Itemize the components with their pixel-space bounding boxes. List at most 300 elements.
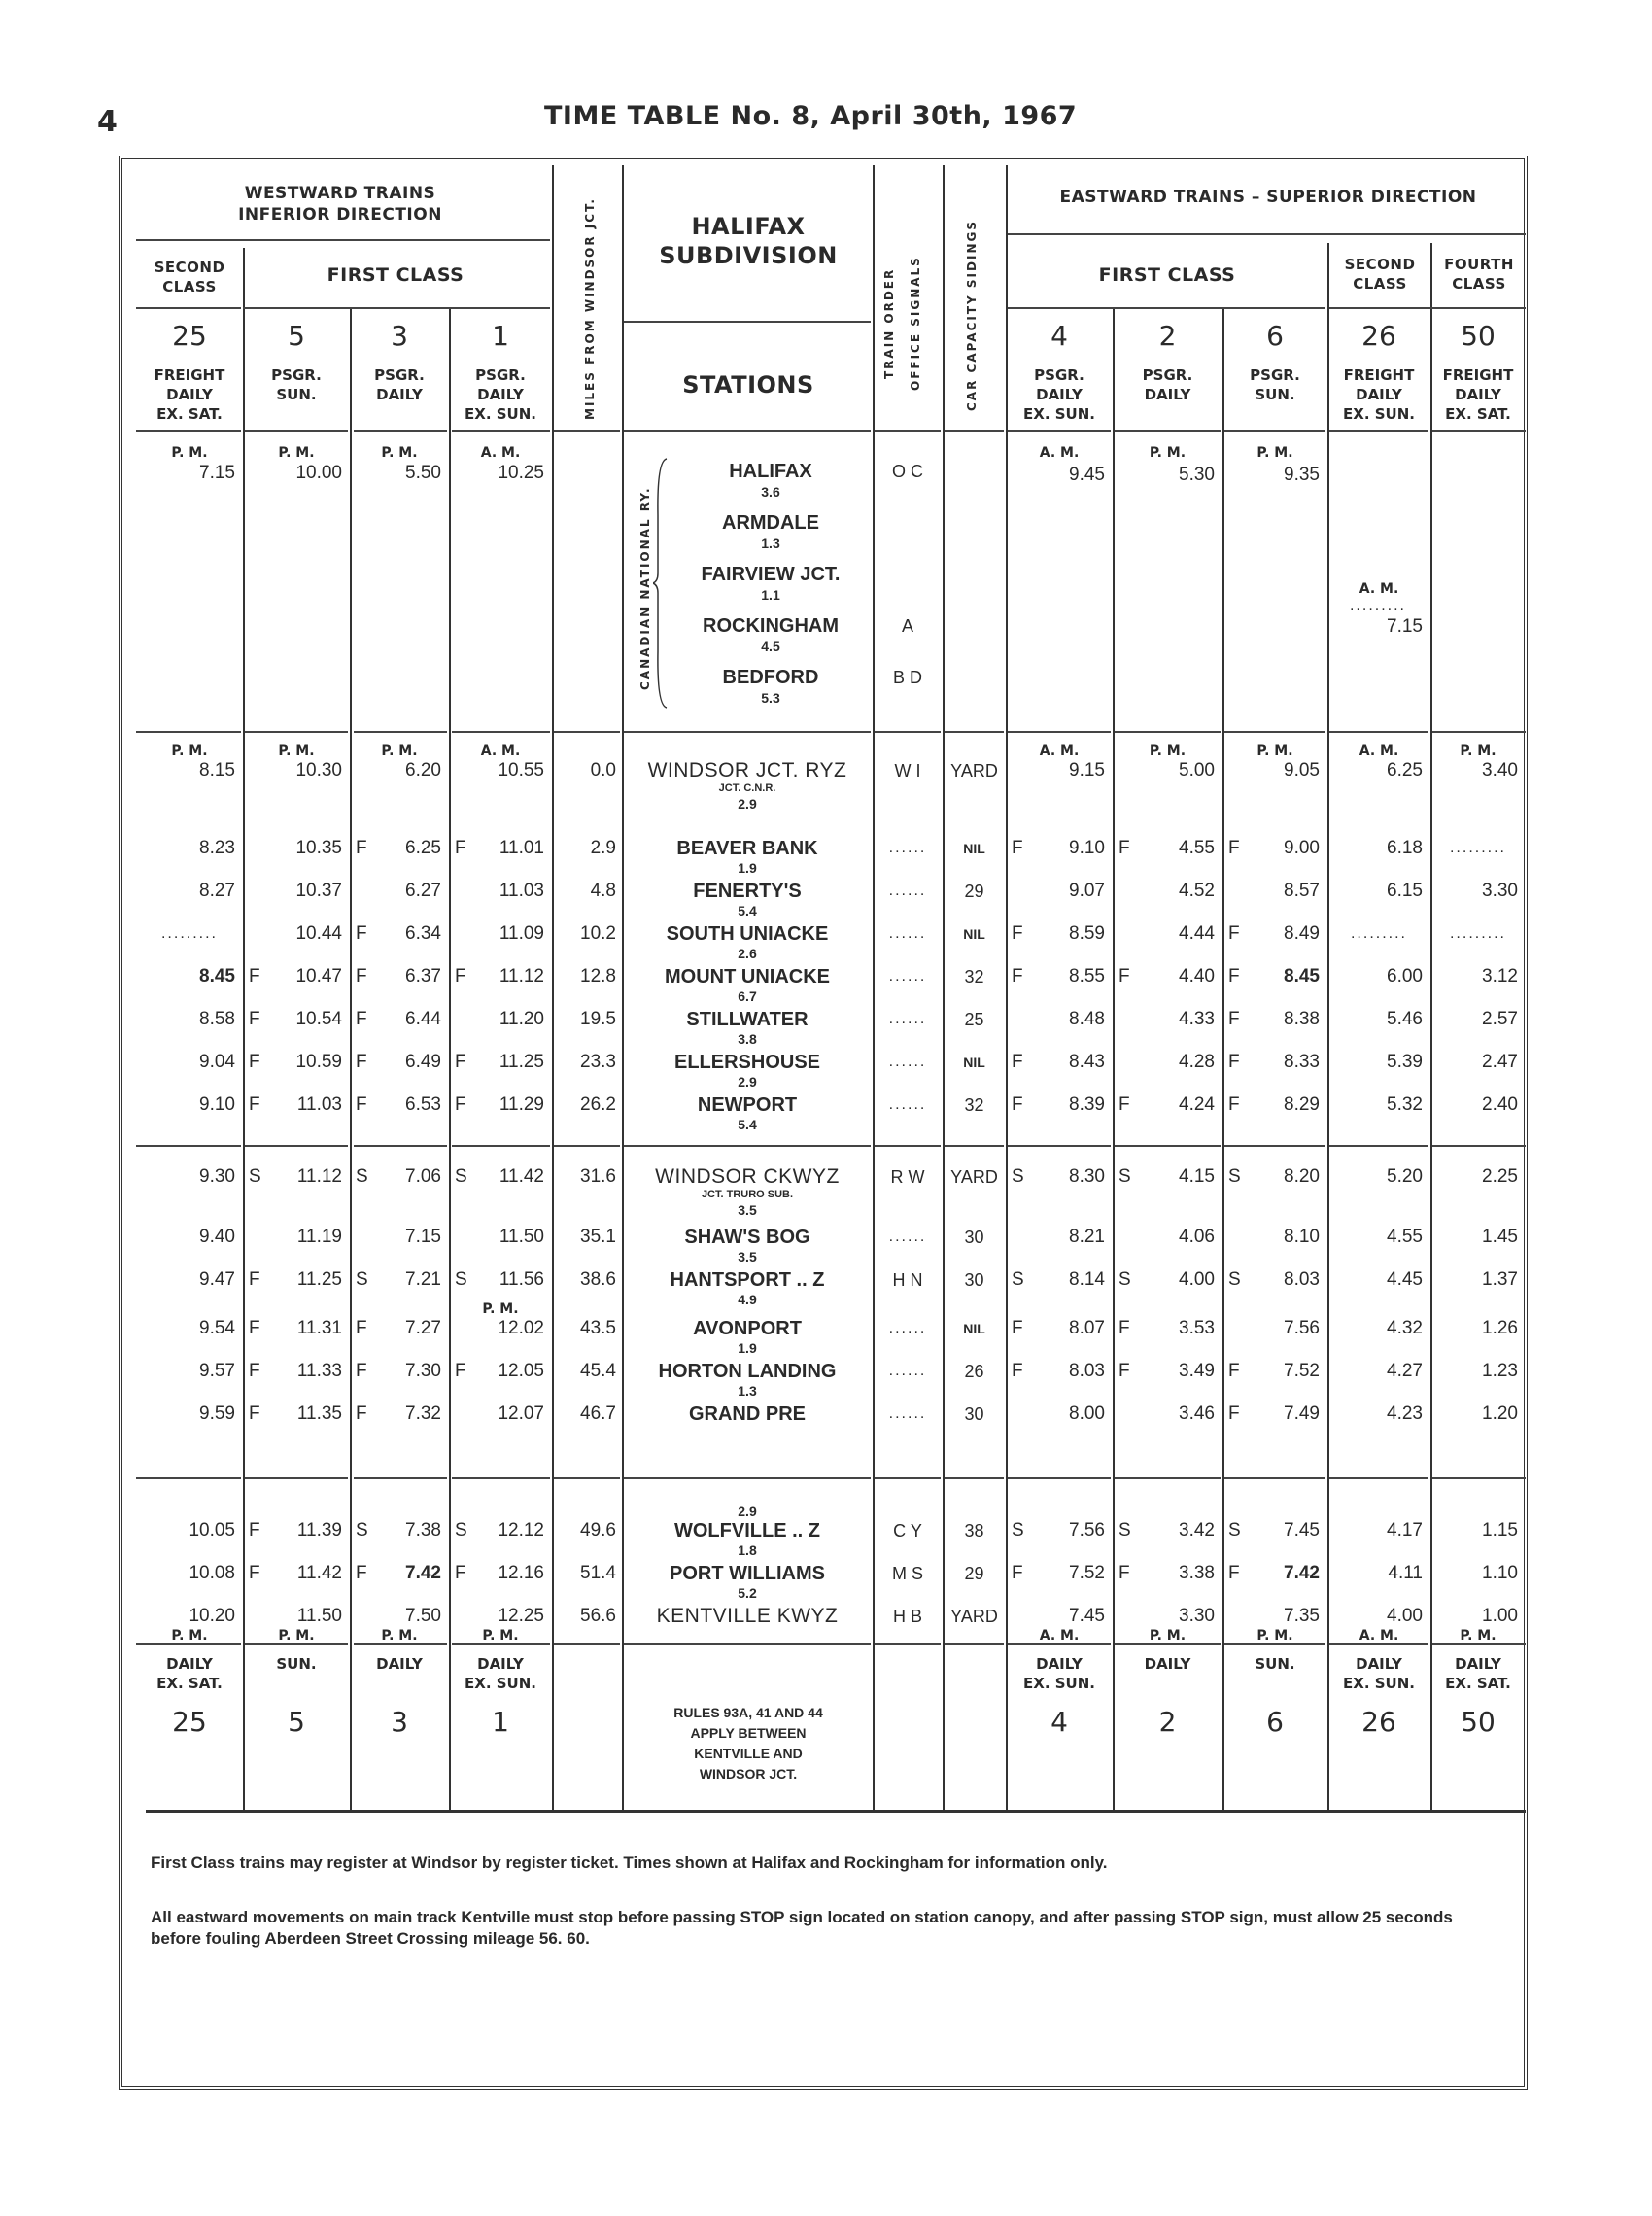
row-divider — [452, 430, 550, 432]
westward-flag-flag-stop: F — [455, 1052, 466, 1072]
row-divider — [945, 1145, 1004, 1147]
westward-train-number: 3 — [391, 320, 408, 352]
eastward-time: 7.56 — [1069, 1520, 1105, 1541]
westward-time: 11.29 — [499, 1094, 544, 1115]
eastward-time: 2.25 — [1482, 1166, 1518, 1187]
row-divider — [245, 430, 348, 432]
eastward-flag-flag-stop: F — [1228, 1361, 1240, 1381]
eastward-time: 8.20 — [1284, 1166, 1320, 1187]
eastward-train-number: 2 — [1158, 320, 1177, 352]
eastward-time: 4.17 — [1387, 1520, 1423, 1541]
westward-time: 9.10 — [199, 1094, 235, 1115]
westward-train-bottom-desc: DAILY — [376, 1655, 423, 1673]
train-order-signal: ...... — [888, 968, 927, 985]
eastward-flag-flag-stop: F — [1012, 966, 1023, 987]
eastward-time: 9.45 — [1069, 465, 1105, 485]
eastward-flag-flag-stop: F — [1119, 1318, 1130, 1338]
eastward-train-desc: PSGR. SUN. — [1250, 366, 1300, 403]
station-distance: 5.3 — [761, 690, 780, 706]
station-name: FENERTY'S — [693, 881, 802, 902]
subdivision-line1: HALIFAX — [691, 213, 806, 240]
row-divider — [1224, 731, 1325, 733]
station-distance: 3.5 — [738, 1249, 757, 1264]
eastward-time: 2.47 — [1482, 1052, 1518, 1072]
westward-flag-flag-stop: F — [356, 1403, 367, 1424]
station-name: STILLWATER — [686, 1009, 809, 1030]
car-capacity: 30 — [964, 1228, 984, 1247]
westward-flag-regular-stop: S — [356, 1166, 368, 1187]
eastward-flag-flag-stop: F — [1119, 838, 1130, 858]
eastward-time: 4.55 — [1179, 838, 1215, 858]
westward-time: 9.04 — [199, 1052, 235, 1072]
station-junction-note: JCT. C.N.R. — [718, 782, 776, 794]
westward-time: 12.16 — [498, 1563, 544, 1583]
eastward-time: 7.15 — [1387, 616, 1423, 637]
row-divider — [136, 1145, 241, 1147]
row-divider — [875, 1643, 941, 1645]
car-capacity: NIL — [963, 1055, 985, 1070]
westward-time: 11.03 — [296, 1094, 342, 1115]
train-order-signal: R W — [890, 1167, 925, 1187]
row-divider — [136, 239, 550, 241]
row-divider — [1224, 430, 1325, 432]
westward-flag-regular-stop: S — [356, 1269, 368, 1290]
eastward-time: 7.52 — [1284, 1361, 1320, 1381]
train-order-signal: H N — [892, 1270, 923, 1290]
row-divider — [1008, 430, 1111, 432]
station-distance: 2.6 — [738, 946, 757, 961]
westward-time: 9.57 — [199, 1361, 235, 1381]
row-divider — [245, 731, 348, 733]
car-capacity: YARD — [950, 1167, 998, 1187]
westward-ampm: P. M. — [482, 1301, 519, 1317]
westward-flag-flag-stop: F — [356, 1361, 367, 1381]
eastward-time: 4.00 — [1387, 1606, 1423, 1626]
station-name: HALIFAX — [729, 461, 812, 482]
row-divider — [136, 430, 241, 432]
westward-flag-regular-stop: S — [455, 1166, 467, 1187]
eastward-time: 7.49 — [1284, 1403, 1320, 1424]
westward-time: 8.58 — [199, 1009, 235, 1029]
eastward-time: 7.42 — [1284, 1563, 1320, 1583]
westward-ampm: A. M. — [480, 445, 521, 461]
station-name: BEAVER BANK — [676, 838, 818, 859]
eastward-flag-flag-stop: F — [1228, 966, 1240, 987]
westward-flag-flag-stop: F — [249, 1094, 260, 1115]
eastward-time: 3.49 — [1179, 1361, 1215, 1381]
westward-ampm: P. M. — [482, 1628, 519, 1644]
row-divider — [245, 1145, 348, 1147]
westward-time: 9.40 — [199, 1227, 235, 1247]
eastward-train-bottom-desc: DAILY EX. SUN. — [1343, 1655, 1415, 1692]
station-name: SOUTH UNIACKE — [666, 923, 829, 945]
westward-flag-flag-stop: F — [356, 838, 367, 858]
westward-ampm: P. M. — [171, 744, 208, 759]
eastward-time: 1.15 — [1482, 1520, 1518, 1541]
eastward-time: 1.26 — [1482, 1318, 1518, 1338]
rules-note — [624, 1703, 873, 1784]
westward-time: 7.15 — [199, 463, 235, 483]
train-order-signal: ...... — [888, 1320, 927, 1336]
miles-value: 35.1 — [580, 1227, 616, 1247]
train-order-signal: ...... — [888, 1011, 927, 1027]
footnote-2: All eastward movements on main track Kentville must stop before passing STOP sign located on station canopy, and after passing STOP sign, must allow 25 seconds before fouling Aberdeen Street Crossing mileage 56. 60. — [151, 1908, 1453, 1948]
eastward-time: 4.23 — [1387, 1403, 1423, 1424]
row-divider — [1432, 731, 1526, 733]
row-divider — [452, 1145, 550, 1147]
eastward-flag-flag-stop: F — [1012, 1094, 1023, 1115]
station-name: KENTVILLE KWYZ — [656, 1605, 839, 1627]
station-distance: 6.7 — [738, 988, 757, 1004]
westward-flag-flag-stop: F — [356, 923, 367, 944]
row-divider — [1224, 1477, 1325, 1479]
westward-time: 9.47 — [199, 1269, 235, 1290]
eastward-flag-flag-stop: F — [1119, 966, 1130, 987]
eastward-time: 8.57 — [1284, 881, 1320, 901]
row-divider — [1008, 307, 1325, 309]
station-name: HANTSPORT .. Z — [670, 1269, 825, 1291]
eastward-no-stop: ......... — [1350, 925, 1407, 942]
station-distance: 1.8 — [738, 1542, 757, 1558]
westward-time: 7.50 — [405, 1606, 441, 1626]
eastward-time: 9.00 — [1284, 838, 1320, 858]
eastward-time: 8.21 — [1069, 1227, 1105, 1247]
car-capacity: YARD — [950, 1607, 998, 1626]
eastward-flag-flag-stop: F — [1228, 1094, 1240, 1115]
westward-flag-flag-stop: F — [356, 1052, 367, 1072]
eastward-time: 8.59 — [1069, 923, 1105, 944]
miles-value: 23.3 — [580, 1052, 616, 1072]
eastward-second-class: SECOND CLASS — [1344, 256, 1416, 293]
train-order-signal: ...... — [888, 1096, 927, 1113]
subdivision-title — [624, 212, 873, 270]
eastward-time: 4.33 — [1179, 1009, 1215, 1029]
eastward-no-stop: ......... — [1449, 925, 1506, 942]
station-distance: 3.5 — [738, 1202, 757, 1218]
train-order-signal: ...... — [888, 883, 927, 899]
eastward-train-bottom-desc: DAILY EX. SAT. — [1445, 1655, 1511, 1692]
eastward-time: 7.56 — [1284, 1318, 1320, 1338]
westward-time: 6.44 — [405, 1009, 441, 1029]
footnote-1: First Class trains may register at Windsor by register ticket. Times shown at Halifax and Rockingham for information only. — [151, 1853, 1108, 1872]
eastward-ampm: P. M. — [1256, 445, 1293, 461]
miles-value: 0.0 — [590, 760, 616, 780]
westward-time: 6.20 — [405, 760, 441, 780]
row-divider — [875, 1145, 941, 1147]
westward-flag-flag-stop: F — [249, 1563, 260, 1583]
row-divider — [354, 1145, 447, 1147]
eastward-time: 4.28 — [1179, 1052, 1215, 1072]
eastward-time: 7.52 — [1069, 1563, 1105, 1583]
miles-value: 51.4 — [580, 1563, 616, 1583]
eastward-time: 6.18 — [1387, 838, 1423, 858]
eastward-flag-flag-stop: F — [1012, 1318, 1023, 1338]
westward-ampm: A. M. — [480, 744, 521, 759]
eastward-time: 8.03 — [1069, 1361, 1105, 1381]
row-divider — [875, 430, 941, 432]
miles-header: MILES FROM WINDSOR JCT. — [583, 197, 597, 420]
westward-time: 9.59 — [199, 1403, 235, 1424]
eastward-time: 8.03 — [1284, 1269, 1320, 1290]
westward-time: 12.02 — [498, 1318, 544, 1338]
row-divider — [243, 307, 550, 309]
row-divider — [1329, 1145, 1428, 1147]
eastward-time: 8.00 — [1069, 1403, 1105, 1424]
westward-flag-regular-stop: S — [455, 1269, 467, 1290]
row-divider — [1115, 731, 1221, 733]
station-name: GRAND PRE — [688, 1403, 806, 1425]
eastward-time: 1.00 — [1482, 1606, 1518, 1626]
train-order-signal: M S — [891, 1564, 923, 1583]
eastward-train-number: 26 — [1361, 320, 1396, 352]
westward-time: 6.37 — [405, 966, 441, 987]
eastward-flag-flag-stop: F — [1228, 923, 1240, 944]
eastward-time: 5.46 — [1387, 1009, 1423, 1029]
row-divider — [624, 1145, 871, 1147]
westward-time: 12.07 — [498, 1403, 544, 1424]
westward-time: 10.55 — [498, 760, 544, 780]
eastward-time: 8.55 — [1069, 966, 1105, 987]
eastward-time: 4.27 — [1387, 1361, 1423, 1381]
eastward-time: 4.52 — [1179, 881, 1215, 901]
subdivision-line2: SUBDIVISION — [659, 242, 838, 269]
westward-time: 10.05 — [189, 1520, 235, 1541]
station-name: ROCKINGHAM — [703, 615, 839, 637]
eastward-ampm: P. M. — [1256, 744, 1293, 759]
row-divider — [1329, 731, 1428, 733]
westward-time: 11.50 — [499, 1227, 544, 1247]
eastward-time: 2.57 — [1482, 1009, 1518, 1029]
station-junction-note: JCT. TRURO SUB. — [701, 1189, 794, 1200]
westward-flag-flag-stop: F — [249, 1052, 260, 1072]
eastward-time: 8.39 — [1069, 1094, 1105, 1115]
westward-ampm: P. M. — [278, 445, 315, 461]
train-order-header-2: OFFICE SIGNALS — [909, 256, 922, 391]
eastward-flag-flag-stop: F — [1012, 1052, 1023, 1072]
eastward-time: 1.23 — [1482, 1361, 1518, 1381]
eastward-time: 9.10 — [1069, 838, 1105, 858]
eastward-train-bottom-number: 26 — [1361, 1706, 1396, 1738]
westward-first-class: FIRST CLASS — [327, 264, 465, 286]
westward-time: 11.31 — [296, 1318, 342, 1338]
westward-time: 10.25 — [498, 463, 544, 483]
eastward-flag-flag-stop: F — [1012, 1563, 1023, 1583]
westward-ampm: P. M. — [278, 1628, 315, 1644]
westward-time: 8.23 — [199, 838, 235, 858]
train-order-signal: ...... — [888, 1229, 927, 1245]
eastward-time: 5.32 — [1387, 1094, 1423, 1115]
eastward-time: 3.30 — [1179, 1606, 1215, 1626]
eastward-time: 3.46 — [1179, 1403, 1215, 1424]
eastward-time: 8.30 — [1069, 1166, 1105, 1187]
westward-heading-line2: INFERIOR DIRECTION — [238, 205, 442, 225]
westward-flag-flag-stop: F — [356, 1094, 367, 1115]
stations-label: STATIONS — [682, 371, 814, 398]
westward-flag-flag-stop: F — [455, 966, 466, 987]
eastward-time: 5.39 — [1387, 1052, 1423, 1072]
westward-time: 10.44 — [295, 923, 342, 944]
westward-ampm: P. M. — [278, 744, 315, 759]
station-name: PORT WILLIAMS — [670, 1563, 825, 1584]
westward-time: 11.33 — [296, 1361, 342, 1381]
westward-flag-regular-stop: S — [249, 1166, 261, 1187]
station-distance: 1.9 — [738, 1340, 757, 1356]
westward-flag-flag-stop: F — [455, 1563, 466, 1583]
westward-flag-flag-stop: F — [455, 1094, 466, 1115]
westward-train-desc: PSGR. DAILY — [374, 366, 425, 403]
row-divider — [354, 731, 447, 733]
westward-flag-flag-stop: F — [249, 966, 260, 987]
westward-time: 11.09 — [499, 923, 544, 944]
eastward-train-bottom-number: 4 — [1050, 1706, 1068, 1738]
station-distance: 1.3 — [761, 536, 780, 551]
westward-time: 11.19 — [296, 1227, 342, 1247]
eastward-train-desc: FREIGHT DAILY EX. SUN. — [1343, 366, 1415, 423]
eastward-time: 1.10 — [1482, 1563, 1518, 1583]
train-order-signal: B D — [892, 668, 922, 687]
row-divider — [1008, 1145, 1111, 1147]
car-capacity: NIL — [963, 841, 985, 856]
car-capacity: 32 — [964, 967, 984, 987]
eastward-flag-flag-stop: F — [1228, 1403, 1240, 1424]
eastward-train-bottom-desc: SUN. — [1255, 1655, 1295, 1673]
westward-train-number: 1 — [492, 320, 509, 352]
station-name: ARMDALE — [722, 512, 819, 534]
eastward-time: 1.20 — [1482, 1403, 1518, 1424]
station-name: BEDFORD — [722, 667, 819, 688]
westward-time: 9.54 — [199, 1318, 235, 1338]
westward-train-desc: PSGR. SUN. — [271, 366, 322, 403]
car-capacity: 26 — [964, 1362, 984, 1381]
eastward-time: 3.38 — [1179, 1563, 1215, 1583]
miles-value: 43.5 — [580, 1318, 616, 1338]
westward-train-bottom-desc: SUN. — [276, 1655, 317, 1673]
eastward-ampm: A. M. — [1039, 744, 1080, 759]
westward-time: 11.25 — [499, 1052, 544, 1072]
eastward-ampm: A. M. — [1359, 1628, 1399, 1644]
westward-flag-flag-stop: F — [356, 966, 367, 987]
station-distance: 3.8 — [738, 1031, 757, 1047]
westward-train-desc: FREIGHT DAILY EX. SAT. — [154, 366, 225, 423]
westward-time: 7.30 — [405, 1361, 441, 1381]
eastward-train-number: 6 — [1266, 320, 1284, 352]
westward-time: 10.54 — [295, 1009, 342, 1029]
eastward-ampm: A. M. — [1359, 744, 1399, 759]
westward-ampm: P. M. — [171, 1628, 208, 1644]
eastward-time: 8.43 — [1069, 1052, 1105, 1072]
westward-time: 11.42 — [296, 1563, 342, 1583]
eastward-time: 4.40 — [1179, 966, 1215, 987]
row-divider — [554, 1643, 620, 1645]
row-divider — [945, 1477, 1004, 1479]
eastward-flag-regular-stop: S — [1228, 1269, 1241, 1290]
eastward-heading: EASTWARD TRAINS – SUPERIOR DIRECTION — [1059, 188, 1477, 207]
station-distance: 4.9 — [738, 1292, 757, 1307]
cnr-label: CANADIAN NATIONAL RY. — [638, 486, 652, 690]
car-capacity: NIL — [963, 926, 985, 942]
eastward-ampm: P. M. — [1149, 1628, 1187, 1644]
miles-value: 38.6 — [580, 1269, 616, 1290]
westward-time: 11.42 — [499, 1166, 544, 1187]
row-divider — [624, 321, 871, 323]
miles-value: 12.8 — [580, 966, 616, 987]
westward-train-bottom-number: 3 — [391, 1706, 408, 1738]
westward-train-bottom-desc: DAILY EX. SAT. — [156, 1655, 223, 1692]
eastward-time: 4.45 — [1387, 1269, 1423, 1290]
station-name: AVONPORT — [693, 1318, 802, 1339]
westward-time: 6.34 — [405, 923, 441, 944]
eastward-train-number: 4 — [1050, 320, 1068, 352]
eastward-flag-flag-stop: F — [1228, 1563, 1240, 1583]
row-divider — [1008, 1477, 1111, 1479]
row-divider — [554, 731, 620, 733]
westward-time: 11.12 — [499, 966, 544, 987]
row-divider — [136, 1477, 241, 1479]
eastward-ampm: P. M. — [1256, 1628, 1293, 1644]
eastward-time: 4.24 — [1179, 1094, 1215, 1115]
westward-train-bottom-number: 25 — [172, 1706, 207, 1738]
row-divider — [945, 1643, 1004, 1645]
cnr-brace-icon — [653, 457, 669, 710]
station-name: SHAW'S BOG — [684, 1227, 810, 1248]
westward-flag-flag-stop: F — [249, 1520, 260, 1541]
station-name: HORTON LANDING — [658, 1361, 837, 1382]
eastward-flag-flag-stop: F — [1228, 1052, 1240, 1072]
eastward-ampm: A. M. — [1359, 581, 1399, 597]
westward-time: 11.39 — [296, 1520, 342, 1541]
westward-time: 7.32 — [405, 1403, 441, 1424]
eastward-time: 3.12 — [1482, 966, 1518, 987]
westward-time: 12.12 — [498, 1520, 544, 1541]
row-divider — [1115, 1145, 1221, 1147]
train-order-signal: H B — [892, 1607, 922, 1626]
station-distance: 1.9 — [738, 860, 757, 876]
westward-time: 8.27 — [199, 881, 235, 901]
westward-flag-regular-stop: S — [455, 1520, 467, 1541]
westward-ampm: P. M. — [381, 1628, 418, 1644]
eastward-train-bottom-desc: DAILY — [1144, 1655, 1191, 1673]
station-distance: 4.5 — [761, 639, 780, 654]
eastward-ampm: P. M. — [1149, 744, 1187, 759]
eastward-first-class: FIRST CLASS — [1098, 264, 1236, 286]
eastward-time: 4.44 — [1179, 923, 1215, 944]
station-distance: 2.9 — [738, 1074, 757, 1090]
row-divider — [1432, 1477, 1526, 1479]
eastward-flag-flag-stop: F — [1228, 838, 1240, 858]
miles-value: 4.8 — [590, 881, 616, 901]
westward-time: 7.38 — [405, 1520, 441, 1541]
westward-ampm: P. M. — [381, 445, 418, 461]
row-divider — [554, 1477, 620, 1479]
station-distance: 2.9 — [738, 1504, 757, 1519]
eastward-time: 7.35 — [1284, 1606, 1320, 1626]
westward-time: 6.25 — [405, 838, 441, 858]
westward-time: 7.21 — [405, 1269, 441, 1290]
car-capacity: YARD — [950, 761, 998, 780]
westward-time: 12.25 — [498, 1606, 544, 1626]
row-divider — [245, 1477, 348, 1479]
station-distance: 5.4 — [738, 903, 757, 918]
station-name: WOLFVILLE .. Z — [674, 1520, 820, 1541]
westward-time: 7.06 — [405, 1166, 441, 1187]
car-capacity: 30 — [964, 1270, 984, 1290]
eastward-flag-regular-stop: S — [1228, 1520, 1241, 1541]
rules-note-line: WINDSOR JCT. — [699, 1766, 798, 1782]
row-divider — [624, 1477, 871, 1479]
westward-train-bottom-number: 1 — [492, 1706, 509, 1738]
row-divider — [1008, 233, 1526, 235]
westward-time: 7.15 — [405, 1227, 441, 1247]
